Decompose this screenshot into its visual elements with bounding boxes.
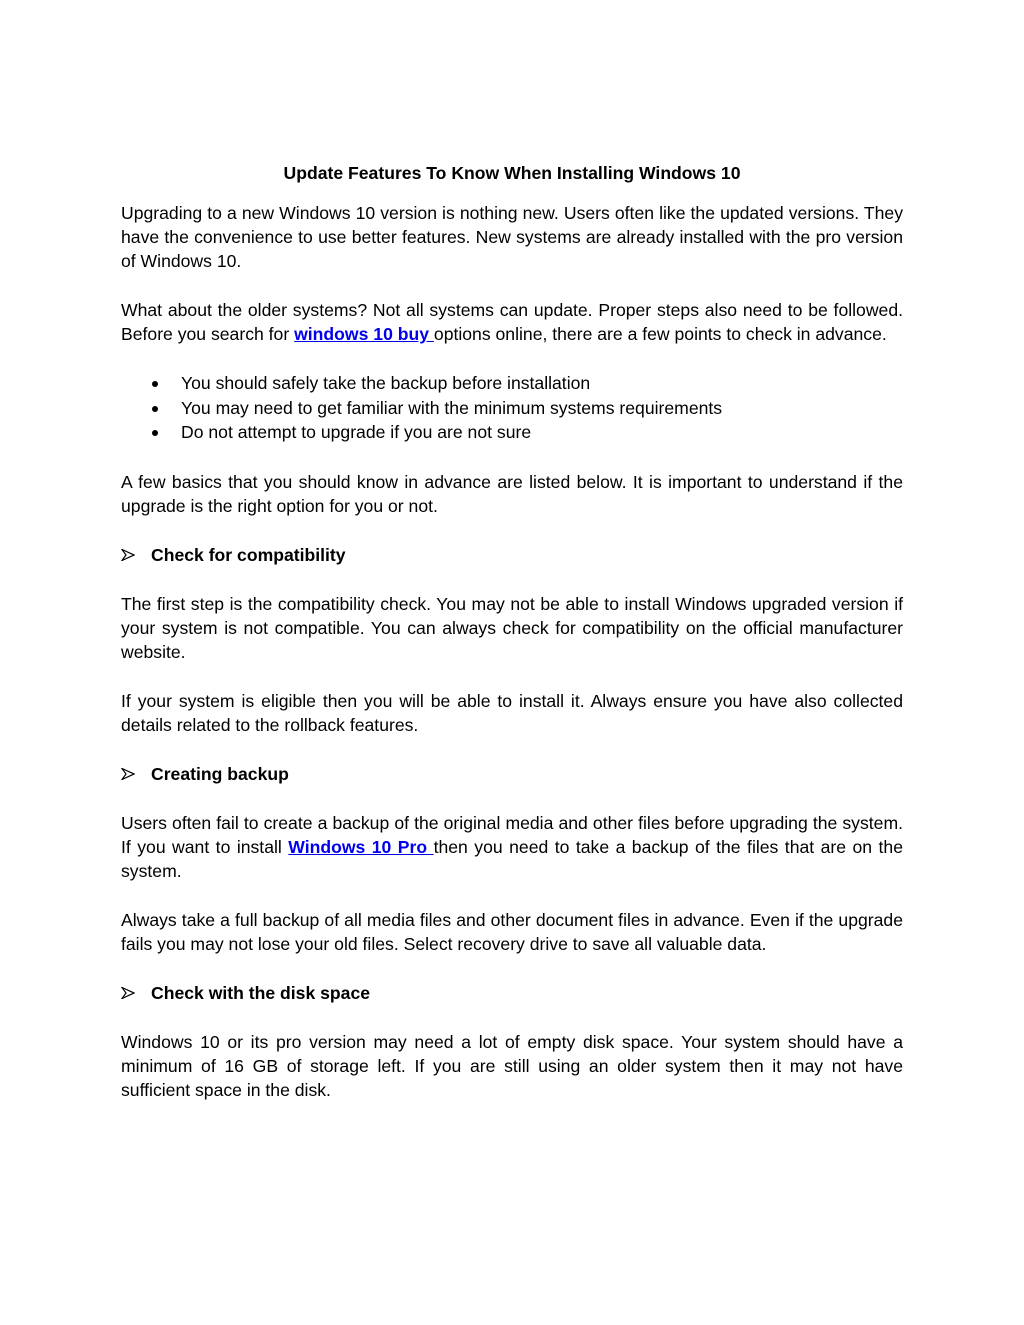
backup-paragraph xyxy=(121,811,903,883)
list-item-text: You may need to get familiar with the minimum systems requirements xyxy=(181,397,723,418)
bullet-dot-icon xyxy=(152,381,158,387)
compatibility-paragraph: The first step is the compatibility check. You may not be able to install Windows upgraded version if your system is not compatible. You can always check for compatibility on the official manufacturer website. xyxy=(121,593,903,662)
section-heading-text: Check with the disk space xyxy=(151,982,371,1003)
arrowhead-right-icon xyxy=(121,549,135,561)
list-item-text: You should safely take the backup before installation xyxy=(181,373,591,393)
document-title: Update Features To Know When Installing Windows 10 xyxy=(283,163,741,183)
windows-10-buy-link[interactable]: windows 10 buy xyxy=(294,324,434,344)
list-item xyxy=(121,420,903,445)
list-item xyxy=(121,396,903,421)
arrowhead-right-icon xyxy=(121,768,135,780)
basics-paragraph: A few basics that you should know in advance are listed below. It is important to understand if the upgrade is the right option for you or not. xyxy=(121,471,903,516)
document-page xyxy=(121,161,903,1127)
section-heading-compatibility xyxy=(121,543,903,567)
intro-paragraph: Upgrading to a new Windows 10 version is nothing new. Users often like the updated versions. They have the convenience to use better features. New systems are already installed with the pro version of Windows 10. xyxy=(121,203,903,271)
checklist xyxy=(121,371,903,445)
section-heading-text: Creating backup xyxy=(151,763,289,784)
arrowhead-right-icon xyxy=(121,987,135,999)
bullet-dot-icon xyxy=(152,406,158,412)
bullet-dot-icon xyxy=(152,430,158,436)
disk-space-paragraph: Windows 10 or its pro version may need a lot of empty disk space. Your system should have a minimum of 16 GB of storage left. If you are still using an older system then it may not have sufficient space in the disk. xyxy=(121,1031,903,1100)
older-systems-text-start: What about the older systems? Not all systems can update. Proper steps also need to be followed. Before you search for xyxy=(121,300,903,344)
section-heading-disk-space xyxy=(121,981,903,1005)
backup-text-start: Users often fail to create a backup of the original media and other files before upgrading the system. If you want to install xyxy=(121,812,903,857)
list-item xyxy=(121,371,903,396)
eligibility-paragraph: If your system is eligible then you will be able to install it. Always ensure you have also collected details related to the rollback features. xyxy=(121,690,903,735)
section-heading-text: Check for compatibility xyxy=(151,544,346,565)
section-heading-backup xyxy=(121,762,903,786)
windows-10-pro-link[interactable]: Windows 10 Pro xyxy=(288,836,434,857)
list-item-text: Do not attempt to upgrade if you are not sure xyxy=(181,422,532,442)
older-systems-text-end: options online, there are a few points to check in advance. xyxy=(433,324,887,344)
older-systems-paragraph xyxy=(121,298,903,346)
backup-text-end: then you need to take a backup of the files that are on the system. xyxy=(121,836,903,881)
full-backup-paragraph: Always take a full backup of all media files and other document files in advance. Even if the upgrade fails you may not lose your old files. Select recovery drive to save all valuable data. xyxy=(121,909,903,954)
